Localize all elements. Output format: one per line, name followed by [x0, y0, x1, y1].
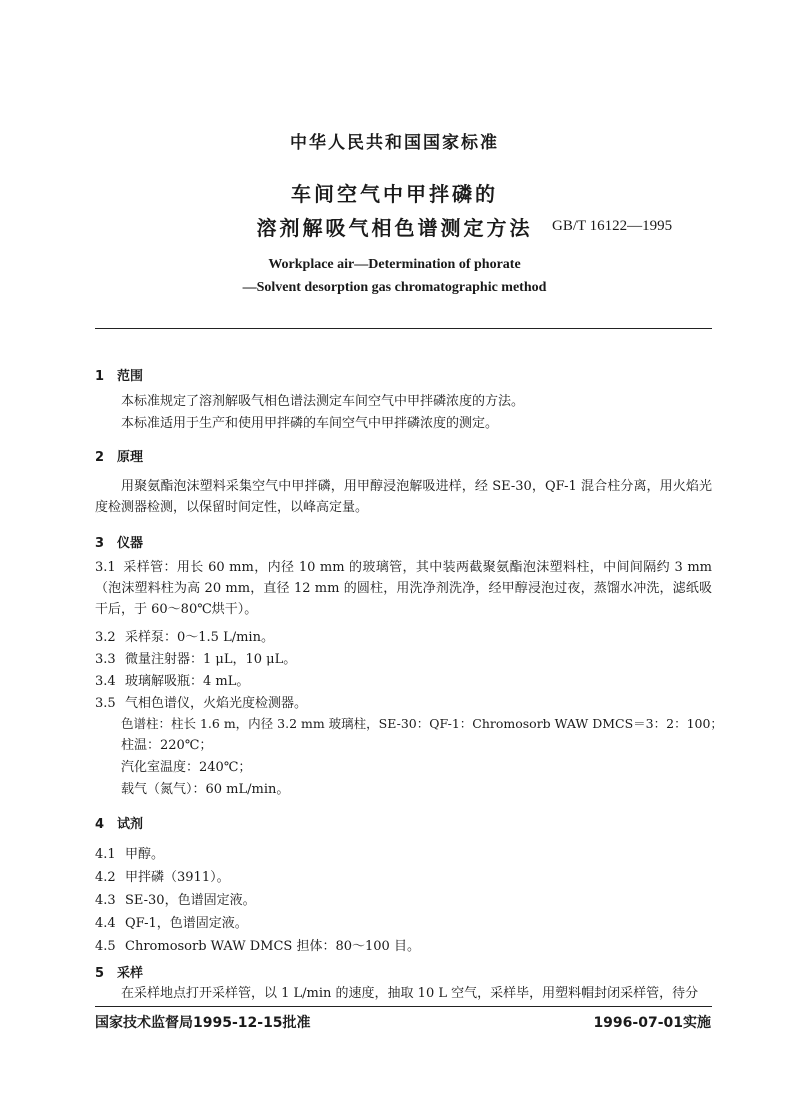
section-1-line-1: 本标准规定了溶剂解吸气相色谱法测定车间空气中甲拌磷浓度的方法。 [121, 394, 525, 409]
national-standard-header: 中华人民共和国国家标准 [290, 133, 499, 153]
item-text: 微量注射器：1 μL，10 μL。 [125, 652, 297, 667]
section-title: 仪器 [117, 536, 144, 551]
item-label: 3.2 [95, 630, 116, 645]
item-label: 4.2 [95, 870, 116, 885]
item-3-1 [95, 557, 712, 620]
item-label: 4.4 [95, 916, 116, 931]
vaporizer-temp: 汽化室温度：240℃； [121, 760, 252, 775]
item-3-3 [95, 648, 296, 667]
item-4-2 [95, 866, 230, 885]
document-title-line2: 溶剂解吸气相色谱测定方法 [256, 216, 533, 240]
section-5-line: 在采样地点打开采样管，以 1 L/min 的速度，抽取 10 L 空气，采样毕，用塑料帽封闭采样管，待分 [121, 986, 699, 1001]
item-3-4 [95, 670, 249, 689]
section-title: 试剂 [117, 817, 144, 832]
column-spec: 色谱柱：柱长 1.6 m，内径 3.2 mm 玻璃柱，SE-30：QF-1：Chromosorb WAW DMCS＝3：2：100； [121, 716, 723, 731]
item-text: Chromosorb WAW DMCS 担体：80～100 目。 [125, 939, 420, 954]
item-4-4 [95, 912, 248, 931]
section-title: 原理 [117, 450, 144, 465]
section-number: 1 [95, 369, 105, 384]
section-1-line-2: 本标准适用于生产和使用甲拌磷的车间空气中甲拌磷浓度的测定。 [121, 416, 499, 431]
section-number: 2 [95, 450, 105, 465]
item-text: SE-30，色谱固定液。 [125, 893, 256, 908]
section-3-heading [95, 532, 143, 551]
carrier-gas: 载气（氮气）：60 mL/min。 [121, 782, 290, 797]
item-3-2 [95, 626, 274, 645]
section-title: 范围 [117, 369, 144, 384]
item-label: 4.5 [95, 939, 116, 954]
item-label: 3.1 [95, 560, 116, 575]
section-5-heading [95, 962, 143, 981]
item-label: 4.1 [95, 847, 116, 862]
section-1-heading [95, 365, 143, 384]
item-label: 4.3 [95, 893, 116, 908]
section-2-heading [95, 446, 143, 465]
item-4-1 [95, 843, 164, 862]
section-number: 5 [95, 966, 105, 981]
item-text: 玻璃解吸瓶：4 mL。 [125, 674, 250, 689]
section-title: 采样 [117, 966, 144, 981]
approval-date: 国家技术监督局1995-12-15批准 [95, 1015, 311, 1031]
item-text: 采样管：用长 60 mm，内径 10 mm 的玻璃管，其中装两截聚氨酯泡沫塑料柱，中间间隔约 3 mm（泡沫塑料柱为高 20 mm，直径 12 mm 的圆柱，用洗净剂洗净，经甲醇浸泡过夜，蒸馏水冲洗，滤纸吸干后，于 60～80℃烘干）。 [95, 560, 712, 617]
item-label: 3.3 [95, 652, 116, 667]
title-divider [95, 328, 712, 329]
section-number: 3 [95, 536, 105, 551]
item-label: 3.5 [95, 696, 116, 711]
item-text: 甲醇。 [125, 847, 165, 862]
section-2-paragraph: 用聚氨酯泡沫塑料采集空气中甲拌磷，用甲醇浸泡解吸进样，经 SE-30，QF-1 混合柱分离，用火焰光度检测器检测，以保留时间定性，以峰高定量。 [95, 479, 712, 515]
item-4-5 [95, 935, 420, 954]
item-label: 3.4 [95, 674, 116, 689]
column-temp: 柱温：220℃； [121, 738, 213, 753]
standard-number: GB/T 16122—1995 [552, 218, 673, 234]
english-title-line2: —Solvent desorption gas chromatographic method [242, 280, 547, 295]
item-text: 气相色谱仪，火焰光度检测器。 [125, 696, 308, 711]
item-text: 甲拌磷（3911）。 [125, 870, 230, 885]
document-title-line1: 车间空气中甲拌磷的 [291, 182, 498, 206]
item-4-3 [95, 889, 256, 908]
section-4-heading [95, 813, 143, 832]
footer-divider [95, 1006, 712, 1007]
item-text: 采样泵：0～1.5 L/min。 [125, 630, 274, 645]
item-text: QF-1，色谱固定液。 [125, 916, 248, 931]
section-number: 4 [95, 817, 105, 832]
english-title-line1: Workplace air—Determination of phorate [268, 257, 521, 272]
item-3-5 [95, 692, 307, 711]
implementation-date: 1996-07-01实施 [593, 1015, 711, 1031]
